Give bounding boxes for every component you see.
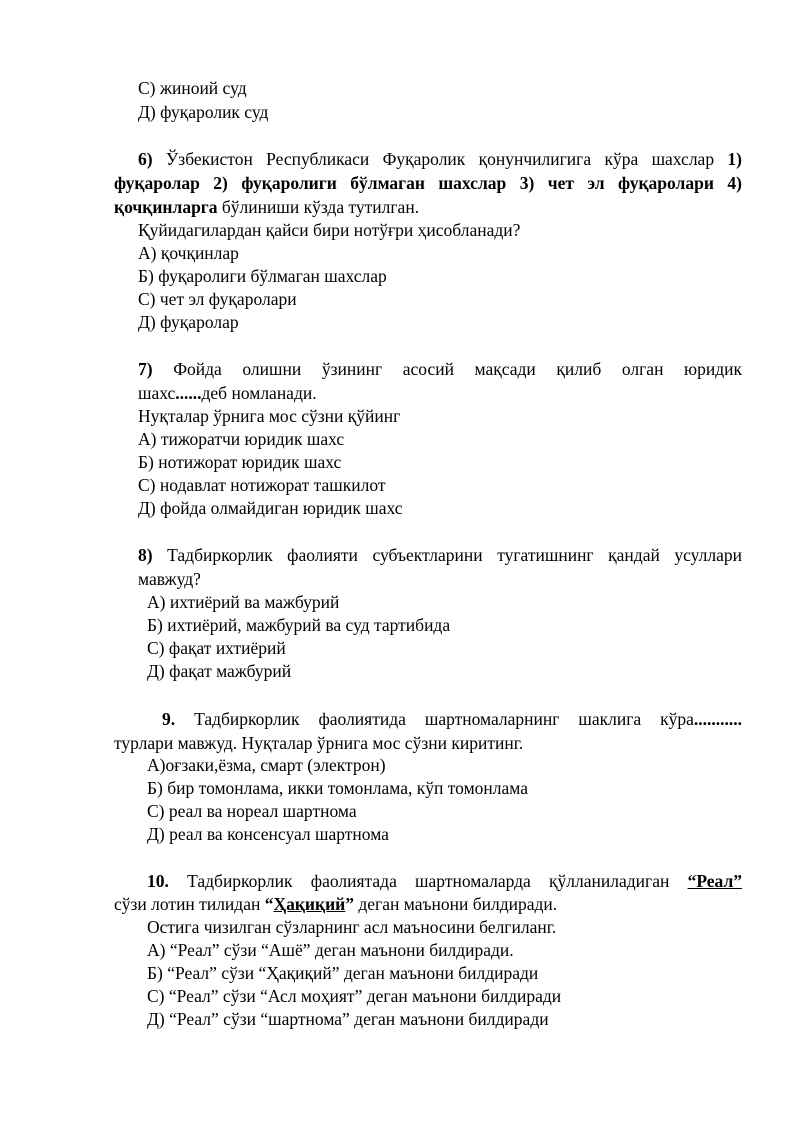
q8-line-1: [138, 543, 742, 567]
q10-prompt: Остига чизилган сўзларнинг асл маъносини белгиланг.: [147, 917, 557, 937]
q9-line-2: турлари мавжуд. Нуқталар ўрнига мос сўзни киритинг.: [114, 733, 524, 753]
q7-option-a: А) тижоратчи юридик шахс: [138, 429, 345, 449]
q8-line-2: мавжуд?: [138, 569, 201, 589]
q6-option-c: C) чет эл фуқаролари: [138, 289, 297, 309]
q10-line-2: [114, 892, 557, 916]
prev-option-d: Д) фуқаролик суд: [138, 102, 269, 122]
q6-item-1: 1): [727, 149, 742, 169]
q10-text-1: Тадбиркорлик фаолиятада шартномаларда қўлланиладиган: [187, 871, 670, 891]
q7-blank: ......: [175, 383, 202, 403]
q8-number: 8): [138, 545, 153, 565]
q6-line-1: [138, 147, 742, 171]
q9-number: 9.: [162, 709, 176, 729]
q7-option-b: Б) нотижорат юридик шахс: [138, 452, 342, 472]
q9-blank: ...........: [693, 709, 742, 729]
q7-option-d: Д) фойда олмайдиган юридик шахс: [138, 498, 403, 518]
q7-text-2a: шахс: [138, 383, 176, 403]
q10-option-c: C) “Реал” сўзи “Асл моҳият” деган маънони билдиради: [147, 986, 562, 1006]
q6-prompt: Қуйидагилардан қайси бири нотўғри ҳисобланади?: [138, 220, 521, 240]
q9-text-1: Тадбиркорлик фаолиятида шартномаларнинг шаклига кўра: [194, 709, 694, 729]
prev-option-c: C) жиноий суд: [138, 78, 247, 98]
q7-line-2: [138, 381, 317, 405]
q10-text-2b: деган маънони билдиради.: [354, 894, 558, 914]
q8-option-b: Б) ихтиёрий, мажбурий ва суд тартибида: [147, 615, 451, 635]
q8-text-1: Тадбиркорлик фаолияти субъектларини тугатишнинг қандай усуллари: [167, 545, 743, 565]
q8-option-d: Д) фақат мажбурий: [147, 661, 292, 681]
q7-number: 7): [138, 359, 153, 379]
q10-option-d: Д) “Реал” сўзи “шартнома” деган маънони билдиради: [147, 1009, 549, 1029]
q6-number: 6): [138, 149, 153, 169]
q6-line-3: [114, 195, 419, 219]
q6-option-d: Д) фуқаролар: [138, 312, 239, 332]
q6-item-4: қочқинларга: [114, 197, 218, 217]
q7-text-2b: деб номланади.: [201, 383, 317, 403]
q8-option-c: C) фақат ихтиёрий: [147, 638, 286, 658]
q6-option-a: А) қочқинлар: [138, 243, 239, 263]
q6-text-3: бўлиниши кўзда тутилган.: [217, 197, 420, 217]
q10-line-1: [147, 869, 742, 893]
q7-option-c: C) нодавлат нотижорат ташкилот: [138, 475, 386, 495]
q6-option-b: Б) фуқаролиги бўлмаган шахслар: [138, 266, 387, 286]
q7-prompt: Нуқталар ўрнига мос сўзни қўйинг: [138, 406, 401, 426]
q9-option-c: C) реал ва нореал шартнома: [147, 801, 357, 821]
q6-text-1: Ўзбекистон Республикаси Фуқаролик қонунчилигига кўра шахслар: [165, 149, 728, 169]
q6-line-2: [114, 171, 742, 195]
q10-term-real: “Реал”: [687, 871, 743, 891]
q10-option-b: Б) “Реал” сўзи “Ҳақиқий” деган маънони билдиради: [147, 963, 539, 983]
q7-line-1: [138, 357, 742, 381]
q10-term-haqiqiy: Ҳақиқий: [273, 894, 346, 914]
q8-option-a: А) ихтиёрий ва мажбурий: [147, 592, 340, 612]
q9-option-d: Д) реал ва консенсуал шартнома: [147, 824, 389, 844]
q9-option-b: Б) бир томонлама, икки томонлама, кўп томонлама: [147, 778, 528, 798]
q7-text-1: Фойда олишни ўзининг асосий мақсади қилиб олган юридик: [173, 359, 743, 379]
q10-number: 10.: [147, 871, 169, 891]
q10-text-2a: сўзи лотин тилидан: [114, 894, 265, 914]
q10-term-haqiqiy-wrap: “Ҳақиқий”: [264, 894, 355, 914]
q10-option-a: А) “Реал” сўзи “Ашё” деган маънони билдиради.: [147, 940, 514, 960]
q9-option-a: А)оғзаки,ёзма, смарт (электрон): [147, 755, 386, 775]
q9-line-1: [162, 707, 742, 731]
q6-items: фуқаролар 2) фуқаролиги бўлмаган шахслар 3) чет эл фуқаролари 4): [114, 173, 742, 193]
